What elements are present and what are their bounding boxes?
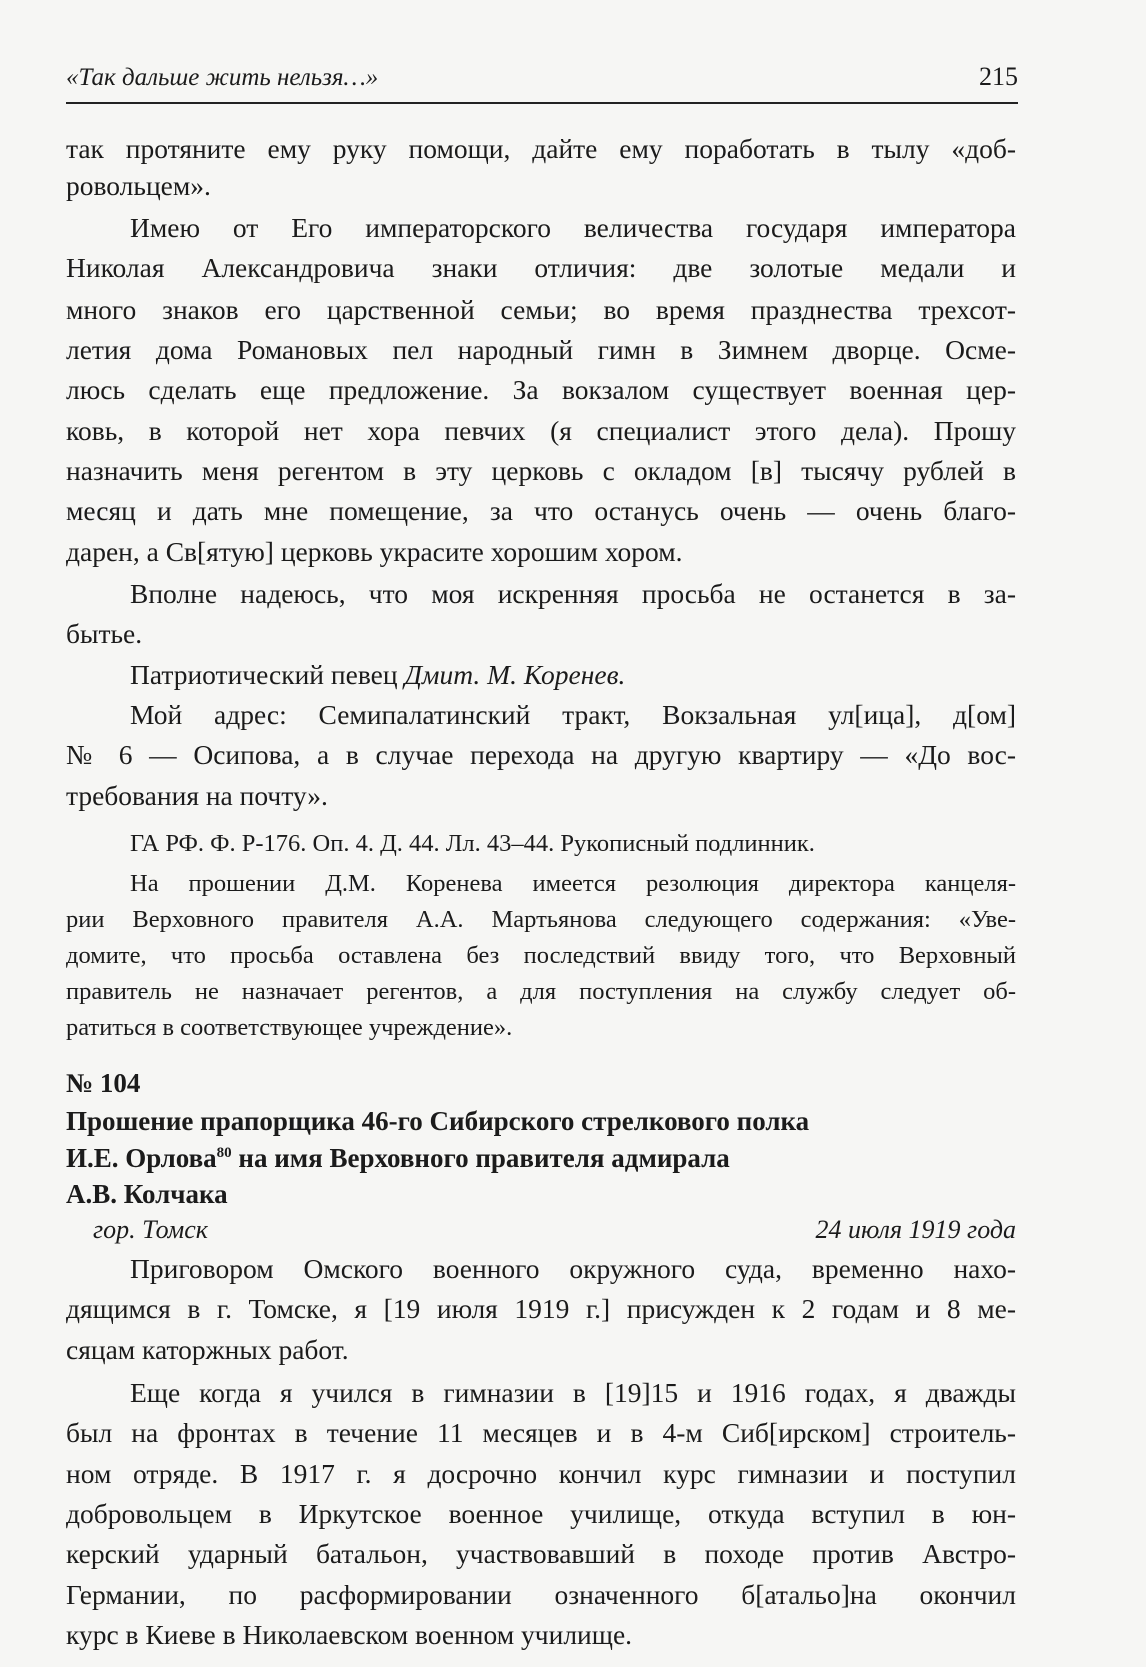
text-line: Имею от Его императорского величества государя императора: [130, 212, 1016, 243]
text-line: дящимся в г. Томске, я [19 июля 1919 г.] присужден к 2 годам и 8 ме-: [66, 1293, 1016, 1324]
text-line: ном отряде. В 1917 г. я досрочно кончил курс гимназии и поступил: [66, 1458, 1016, 1489]
document-date: 24 июля 1919 года: [815, 1215, 1016, 1244]
document-place: гор. Томск: [93, 1215, 208, 1244]
footnote-ref: 80: [216, 1145, 232, 1161]
text-line: бытье.: [66, 618, 143, 649]
text-line: правитель не назначает регентов, а для поступления на службу следует об-: [66, 978, 1016, 1005]
heading-line: А.В. Колчака: [66, 1179, 228, 1209]
text-line: добровольцем в Иркутское военное училище, откуда вступил в юн-: [66, 1498, 1016, 1529]
text-line: месяц и дать мне помещение, за что останусь очень — очень благо-: [66, 495, 1016, 526]
text-line: домите, что просьба оставлена без последствий ввиду того, что Верховный: [66, 942, 1016, 969]
text-line: [130, 655, 1016, 695]
running-title: «Так дальше жить нельзя…»: [66, 64, 379, 91]
text-line: Германии, по расформировании означенного б[атальо]на окончил: [66, 1579, 1016, 1610]
text-line: Мой адрес: Семипалатинский тракт, Вокзальная ул[ица], д[ом]: [130, 699, 1016, 730]
text-line: много знаков его царственной семьи; во время празднества трехсот-: [66, 294, 1016, 325]
text-line: ГА РФ. Ф. Р-176. Оп. 4. Д. 44. Лл. 43–44. Рукописный подлинник.: [130, 830, 815, 857]
text-line: Николая Александровича знаки отличия: две золотые медали и: [66, 252, 1016, 283]
text-line: рии Верховного правителя А.А. Мартьянова следующего содержания: «Уве-: [66, 906, 1016, 933]
heading-line: № 104: [66, 1068, 141, 1098]
text-line: ковь, в которой нет хора певчих (я специалист этого дела). Прошу: [66, 415, 1016, 446]
signature-text: Дмит. М. Коренев.: [404, 659, 626, 690]
text-line: дарен, а Св[ятую] церковь украсите хорошим хором.: [66, 536, 683, 567]
heading-line: Прошение прапорщика 46-го Сибирского стрелкового полка: [66, 1106, 810, 1136]
header-rule: [66, 102, 1018, 104]
text-line: Вполне надеюсь, что моя искренняя просьба не останется в за-: [130, 578, 1016, 609]
text-line: Еще когда я учился в гимназии в [19]15 и 1916 годах, я дважды: [130, 1377, 1016, 1408]
text-span: И.Е. Орлова: [66, 1143, 217, 1173]
heading-line: [66, 1138, 1016, 1178]
text-line: люсь сделать еще предложение. За вокзалом существует военная цер-: [66, 374, 1016, 405]
page-number: 215: [979, 62, 1018, 91]
text-line: Приговором Омского военного окружного суда, временно нахо-: [130, 1253, 1016, 1284]
text-line: керский ударный батальон, участвовавший в походе против Австро-: [66, 1538, 1016, 1569]
text-line: был на фронтах в течение 11 месяцев и в 4-м Сиб[ирском] строитель-: [66, 1417, 1016, 1448]
text-line: требования на почту».: [66, 780, 328, 811]
text-span: на имя Верховного правителя адмирала: [231, 1143, 730, 1173]
text-line: ровольцем».: [66, 170, 211, 201]
text-line: курс в Киеве в Николаевском военном училище.: [66, 1619, 633, 1650]
text-line: № 6 — Осипова, а в случае перехода на другую квартиру — «До вос-: [66, 739, 1016, 770]
text-line: На прошении Д.М. Коренева имеется резолюция директора канцеля-: [130, 870, 1016, 897]
text-line: летия дома Романовых пел народный гимн в Зимнем дворце. Осме-: [66, 334, 1016, 365]
text-line: назначить меня регентом в эту церковь с окладом [в] тысячу рублей в: [66, 455, 1016, 486]
text-span: Патриотический певец: [130, 659, 405, 690]
text-line: сяцам каторжных работ.: [66, 1334, 349, 1365]
text-line: так протяните ему руку помощи, дайте ему поработать в тылу «доб-: [66, 133, 1016, 164]
text-line: ратиться в соответствующее учреждение».: [66, 1014, 513, 1041]
